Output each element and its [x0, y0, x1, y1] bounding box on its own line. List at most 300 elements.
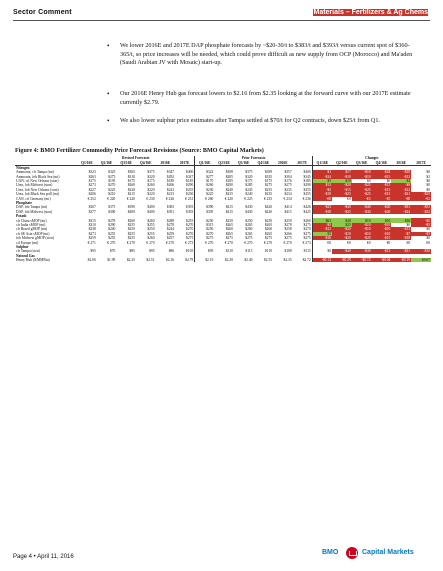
table-change-cell: $25 — [332, 223, 352, 227]
table-cell: $420 — [264, 209, 273, 214]
table-cell: $2.51 — [146, 258, 155, 263]
table-cell: $278 — [166, 223, 175, 227]
table-change-cell: -$15 — [332, 188, 352, 192]
table-cell: $235 — [225, 192, 233, 197]
table-cell: $227 — [88, 187, 96, 192]
table-cell: $175 — [147, 179, 155, 184]
table-change-cell: -$10 — [372, 227, 392, 231]
table-cell: $220 — [127, 187, 135, 192]
bmo-logo — [322, 547, 432, 561]
table-change-cell: -$30 — [352, 249, 372, 253]
table-cell: $367 — [88, 205, 96, 210]
table-cell: $377 — [88, 209, 96, 214]
table-cell: $315 — [88, 218, 96, 223]
table-cell: $240 — [245, 192, 253, 197]
table-cell: $288 — [166, 218, 175, 223]
table-cell: $175 — [264, 179, 273, 184]
table-change-cell: $3 — [312, 232, 332, 236]
table-change-cell: -$15 — [372, 175, 392, 179]
table-cell: $285 — [225, 174, 233, 179]
table-change-cell: -$20 — [372, 205, 392, 209]
table-cell: $383 — [166, 205, 175, 210]
table-cell: $235 — [264, 187, 273, 192]
table-cell: $115 — [303, 249, 311, 254]
table-cell: $430 — [245, 209, 253, 214]
table-cell: € 220 — [107, 196, 116, 201]
table-change-cell: -$33 — [411, 205, 431, 209]
table-section-label: Sulphur — [16, 244, 29, 249]
table-group-header: Prior Forecasts — [195, 156, 312, 160]
table-cell: € 270 — [195, 240, 215, 244]
table-change-cell: -$15 — [372, 188, 392, 192]
table-cell: $270 — [303, 227, 311, 232]
table-cell: € 220 — [224, 196, 233, 201]
table-change-cell: -$25 — [332, 192, 352, 196]
table-cell: $275 — [303, 236, 311, 241]
table-cell: $391 — [166, 209, 175, 214]
table-group-header: Revised Forecasts — [122, 156, 150, 161]
table-cell: $390 — [108, 209, 116, 214]
table-cell: $235 — [264, 192, 273, 197]
table-change-cell: -$23 — [312, 205, 332, 209]
table-cell: $263 — [88, 174, 96, 179]
table-cell: $176 — [284, 179, 292, 184]
table-change-cell: $0 — [411, 183, 431, 187]
table-change-cell: -€8 — [391, 197, 411, 201]
table-change-cell: $4 — [391, 179, 411, 183]
bullet-text: We also lower sulphur price estimates after Tampa settled at $70/t for Q2 contracts, down $25/t from Q1. — [120, 117, 380, 124]
table-cell: $245 — [245, 187, 253, 192]
table-cell: $2.72 — [302, 258, 311, 263]
table-change-cell: -€5 — [411, 197, 431, 201]
table-cell: $399 — [264, 170, 273, 175]
table-cell: $414 — [284, 205, 292, 210]
table-cell: $175 — [88, 179, 96, 184]
table-cell: $213 — [166, 192, 175, 197]
table-cell: $365 — [127, 170, 135, 175]
table-cell: € 270 — [224, 240, 233, 245]
table-change-cell: $0 — [411, 170, 431, 174]
table-cell: $400 — [186, 170, 194, 175]
table-change-cell: $0 — [411, 236, 431, 240]
table-change-cell: $0 — [391, 223, 411, 227]
table-cell: $325 — [108, 170, 116, 175]
table-cell: $255 — [108, 231, 116, 236]
table-cell: $390 — [127, 205, 135, 210]
table-cell: € 230 — [146, 196, 155, 201]
table-cell: $266 — [166, 183, 175, 188]
header-rule — [13, 20, 430, 21]
table-change-cell: -$24 — [372, 170, 392, 174]
table-cell: $393 — [186, 209, 194, 214]
table-column-header: 2016E — [273, 160, 293, 165]
table-cell: $250 — [245, 218, 253, 223]
table-cell: $2.06 — [87, 258, 96, 263]
table-column-header: Q4/16E — [253, 160, 273, 165]
table-cell: $255 — [127, 223, 135, 227]
table-cell: $260 — [147, 183, 155, 188]
table-cell: $259 — [88, 236, 96, 241]
table-change-cell: $0 — [411, 227, 431, 231]
table-cell: $260 — [147, 236, 155, 241]
table-change-cell: -$10 — [332, 232, 352, 236]
table-change-cell: -$16 — [312, 236, 332, 240]
table-cell: $278 — [284, 223, 292, 227]
table-cell: $415 — [284, 209, 292, 214]
table-cell: $250 — [284, 218, 292, 223]
table-cell: $275 — [186, 236, 194, 241]
table-change-cell: -$20 — [332, 227, 352, 231]
page-header — [0, 0, 443, 24]
table-change-cell: $0 — [411, 188, 431, 192]
table-change-cell: -$32 — [411, 210, 431, 214]
table-change-cell: €0 — [332, 240, 352, 244]
table-cell: $86 — [168, 249, 175, 254]
table-change-cell: -$40 — [332, 205, 352, 209]
table-cell: $322 — [195, 170, 215, 174]
table-cell: $275 — [245, 236, 253, 241]
table-cell: $250 — [127, 227, 135, 232]
table-change-cell: $1 — [312, 170, 332, 174]
table-cell: $285 — [245, 183, 253, 188]
table-cell: $426 — [303, 205, 311, 210]
table-change-cell: -$10 — [372, 232, 392, 236]
table-cell: $257 — [166, 236, 175, 241]
table-change-cell: -$5 — [411, 232, 431, 236]
table-cell: $2.16 — [165, 258, 175, 263]
table-change-cell: -$10 — [411, 249, 431, 253]
table-row-label: cfr Tampa (ston) — [16, 249, 40, 254]
table-column-header: Q2/16E — [214, 160, 234, 165]
sector-title: Materials – Fertilizers & Ag Chems — [313, 9, 428, 16]
table-cell: $275 — [108, 174, 116, 179]
table-cell: $2.40 — [244, 258, 253, 263]
table-cell: $390 — [195, 205, 215, 209]
table-cell: $260 — [127, 218, 135, 223]
table-cell: $255 — [147, 231, 155, 236]
table-cell: $260 — [127, 183, 135, 188]
table-cell: $85 — [129, 249, 135, 254]
table-cell: $335 — [264, 174, 273, 179]
table-cell: $210 — [108, 192, 116, 197]
table-cell: $234 — [284, 192, 292, 197]
section-label: Sector Comment — [13, 9, 72, 16]
table-change-cell: -$10 — [352, 223, 372, 227]
table-change-cell: -$10 — [391, 170, 411, 174]
table-cell: $308 — [225, 170, 233, 175]
table-cell: $310 — [127, 174, 135, 179]
table-cell: $70 — [109, 249, 116, 254]
table-change-cell: $10 — [332, 179, 352, 183]
table-section-label: Natural Gas — [16, 253, 35, 258]
table-cell: $225 — [195, 192, 215, 196]
table-change-cell: -$14 — [312, 175, 332, 179]
table-cell: $260 — [245, 227, 253, 232]
table-cell: $375 — [108, 205, 116, 210]
table-cell: $275 — [303, 231, 311, 236]
table-section-label: Phosphate — [16, 201, 32, 206]
table-change-cell: -$12 — [391, 175, 411, 179]
table-cell: $425 — [303, 209, 311, 214]
table-cell: $260 — [147, 218, 155, 223]
table-cell: $250 — [195, 218, 215, 222]
bullet-icon: • — [107, 42, 110, 50]
table-change-cell: $13 — [312, 183, 332, 187]
table-cell: $320 — [147, 174, 155, 179]
table-cell: $275 — [264, 236, 273, 241]
table-row-label: Ammonia, fob Black Sea (mt) — [16, 174, 60, 179]
table-change-cell: $17 — [332, 170, 352, 174]
table-cell: $265 — [245, 223, 253, 227]
table-cell: $238 — [88, 227, 96, 232]
table-row-label: Henry Hub ($/MMBtu) — [16, 258, 50, 263]
table-cell: $255 — [186, 187, 194, 192]
table-change-cell: $0 — [411, 179, 431, 183]
table-cell: $415 — [225, 209, 233, 214]
table-change-cell: -$0.19 — [391, 258, 411, 262]
bullet-item — [107, 42, 420, 68]
table-change-cell: -$10 — [352, 232, 372, 236]
table-cell: $273 — [88, 183, 96, 188]
table-cell: $375 — [147, 170, 155, 175]
table-cell: $400 — [147, 205, 155, 210]
table-cell: $304 — [284, 174, 292, 179]
table-change-cell: -$0.29 — [332, 258, 352, 262]
table-column-header: Q2/16E — [97, 160, 117, 165]
table-cell: $260 — [264, 227, 273, 232]
table-row-label: cfr Brazil gMOP (mt) — [16, 227, 48, 232]
table-change-cell: -$10 — [352, 170, 372, 174]
table-cell: $250 — [147, 227, 155, 232]
price-forecast-table — [15, 156, 431, 262]
table-cell: $250 — [225, 218, 233, 223]
table-change-cell: -$10 — [352, 175, 372, 179]
table-change-cell: $0.07 — [411, 258, 431, 262]
table-column-header: 2017E — [175, 160, 195, 165]
table-cell: € 225 — [244, 196, 253, 201]
table-change-cell: -$3 — [312, 188, 332, 192]
table-change-cell: -$19 — [312, 192, 332, 196]
table-column-header: Q3/16E — [352, 160, 372, 165]
table-cell: $175 — [245, 179, 253, 184]
table-column-header: 2017E — [411, 160, 431, 165]
table-cell: $277 — [195, 175, 215, 179]
table-cell: $220 — [147, 192, 155, 197]
table-cell: $265 — [225, 231, 233, 236]
table-cell: $255 — [127, 231, 135, 236]
table-cell: $275 — [264, 183, 273, 188]
table-row-label: DAP, fob Midwest (ston) — [16, 209, 53, 214]
table-cell: $95 — [149, 249, 155, 254]
table-change-cell: -$18 — [391, 236, 411, 240]
table-cell: $400 — [147, 209, 155, 214]
table-cell: $2.35 — [283, 258, 292, 263]
table-change-cell: €0 — [372, 240, 392, 244]
table-change-cell: -$12 — [391, 188, 411, 192]
table-change-cell: -$12 — [312, 227, 332, 231]
table-change-cell: -$5 — [411, 223, 431, 227]
table-cell: € 273 — [302, 240, 311, 245]
table-change-cell: $0 — [312, 249, 332, 253]
bullet-icon: • — [107, 90, 110, 98]
table-cell: $240 — [225, 187, 233, 192]
table-row-label: Urea, fob New Orleans (ston) — [16, 187, 59, 192]
table-change-cell: -$15 — [372, 183, 392, 187]
table-change-cell: -$7 — [391, 232, 411, 236]
table-row-label: Urea, fob Black Sea prill (mt) — [16, 192, 59, 197]
table-change-cell: -$20 — [372, 210, 392, 214]
table-cell: $260 — [303, 218, 311, 223]
table-cell: $265 — [264, 223, 273, 227]
table-cell: € 231 — [185, 196, 194, 201]
table-cell: $259 — [166, 231, 175, 236]
table-section-label: Nitrogen — [16, 165, 30, 170]
table-change-cell: -$25 — [411, 192, 431, 196]
table-cell: $115 — [245, 249, 253, 254]
table-change-cell: -$13 — [391, 227, 411, 231]
table-cell: $347 — [166, 170, 175, 175]
table-change-cell: -$15 — [372, 249, 392, 253]
table-change-cell: -$25 — [352, 183, 372, 187]
bullet-text: We lower 2016E and 2017E DAP phosphate forecasts by ~$20-30/t to $383/t and $393/t versus current spot of $360-365/t, so price increases will be needed, which could prove difficult as new supply from OCP (Morocco) and Ma'aden (Saudi Arabian JV with Mosaic) start-up. — [120, 42, 413, 67]
table-cell: $290 — [303, 183, 311, 188]
table-cell: € 252 — [87, 196, 96, 201]
table-cell: $230 — [186, 192, 194, 197]
table-change-cell: -$24 — [391, 210, 411, 214]
table-change-cell: -$15 — [372, 192, 392, 196]
table-cell: $345 — [303, 174, 311, 179]
table-row-label: DAP, fob Tampa (mt) — [16, 205, 48, 210]
table-cell: $375 — [245, 170, 253, 175]
table-change-cell: -$10 — [372, 223, 392, 227]
table-column-header: Q3/16E — [234, 160, 254, 165]
table-change-cell: -$10 — [332, 175, 352, 179]
table-cell: $278 — [108, 218, 116, 223]
table-cell: $255 — [147, 223, 155, 227]
table-cell: $255 — [303, 187, 311, 192]
table-cell: € 270 — [107, 240, 116, 245]
table-cell: $185 — [186, 179, 194, 184]
table-change-cell: -$20 — [332, 183, 352, 187]
table-cell: $110 — [225, 249, 233, 254]
table-change-cell: $5 — [312, 179, 332, 183]
table-change-cell: -$15 — [372, 236, 392, 240]
table-cell: $395 — [195, 210, 215, 214]
table-cell: $265 — [264, 231, 273, 236]
table-cell: $175 — [127, 179, 135, 184]
table-cell: $2.25 — [126, 258, 135, 263]
bullet-text: Our 2016E Henry Hub gas forecast lowers to $2.16 from $2.35 looking at the forward curve with our 2017E estimate currently $2.79. — [120, 90, 411, 106]
table-cell: $195 — [108, 179, 116, 184]
table-cell: $290 — [108, 223, 116, 227]
table-column-header: Q4/16E — [372, 160, 392, 165]
table-cell: $265 — [245, 231, 253, 236]
table-cell: € 270 — [165, 240, 175, 245]
table-change-cell: -$40 — [352, 205, 372, 209]
table-change-cell: -$0.15 — [352, 258, 372, 262]
table-cell: $275 — [284, 183, 292, 188]
table-cell: $260 — [195, 183, 215, 187]
table-cell: € 226 — [165, 196, 175, 201]
table-cell: $400 — [303, 170, 311, 175]
table-cell: $292 — [166, 174, 175, 179]
table-cell: $240 — [108, 227, 116, 232]
table-cell: € 270 — [126, 240, 135, 245]
table-cell: $206 — [88, 192, 96, 197]
table-row — [15, 258, 431, 262]
table-cell: $2.79 — [185, 258, 194, 263]
table-cell: $266 — [284, 231, 292, 236]
table-change-cell: -$5 — [411, 218, 431, 222]
table-cell: $223 — [166, 187, 175, 192]
table-column-header: Q3/16E — [116, 160, 136, 165]
table-change-cell: $38 — [391, 218, 411, 222]
table-row-label: CAN, cif Germany (mt) — [16, 196, 51, 201]
table-change-cell: -€5 — [372, 197, 392, 201]
table-cell: $290 — [186, 183, 194, 188]
table-cell: $415 — [225, 205, 233, 210]
table-cell: $185 — [303, 179, 311, 184]
table-change-cell: -$0.13 — [312, 258, 332, 262]
table-cell: $95 — [90, 249, 96, 254]
table-cell: $275 — [195, 236, 215, 240]
table-row-label: cif Europe (mt) — [16, 240, 39, 245]
table-cell: $315 — [195, 223, 215, 227]
table-change-cell: €0 — [352, 240, 372, 244]
table-cell: $275 — [225, 236, 233, 241]
table-change-cell: -$10 — [352, 227, 372, 231]
table-cell: € 270 — [283, 240, 292, 245]
table-cell: $244 — [166, 227, 175, 232]
table-cell: $320 — [245, 174, 253, 179]
table-cell: $393 — [186, 205, 194, 210]
table-cell: € 270 — [263, 240, 273, 245]
table-column-header: 2016E — [156, 160, 176, 165]
table-cell: $255 — [303, 192, 311, 197]
table-row-label: UAN, cif New Orleans (ston) — [16, 179, 59, 184]
table-group-header: Changes — [312, 156, 431, 160]
bmo-roundel-icon — [346, 547, 358, 559]
bullet-item — [107, 117, 420, 126]
table-row-label: cfr China sMOP (mt) — [16, 218, 47, 223]
table-row-label: fob Midwest gMOP (ston) — [16, 236, 54, 241]
table-row-label: cfr SE Asia sMOP (mt) — [16, 231, 50, 236]
table-change-cell: €0 — [312, 240, 332, 244]
table-cell: $310 — [88, 223, 96, 227]
table-cell: € 235 — [263, 196, 273, 201]
table-cell: $95 — [195, 249, 215, 253]
table-cell: $258 — [284, 227, 292, 232]
table-cell: $347 — [186, 174, 194, 179]
table-cell: $220 — [147, 187, 155, 192]
table-cell: $250 — [264, 218, 273, 223]
table-cell: € 271 — [87, 240, 96, 245]
table-change-cell: $10 — [352, 218, 372, 222]
table-change-cell: -$21 — [391, 249, 411, 253]
table-change-cell: -$20 — [332, 236, 352, 240]
table-cell: $225 — [108, 187, 116, 192]
table-cell: $275 — [303, 223, 311, 227]
table-cell: € 273 — [185, 240, 194, 245]
table-cell: € 260 — [195, 197, 215, 201]
table-cell: $270 — [186, 231, 194, 236]
table-change-cell: -$9 — [391, 183, 411, 187]
table-change-cell: $10 — [372, 218, 392, 222]
table-cell: $270 — [186, 227, 194, 232]
table-change-cell: $2 — [411, 175, 431, 179]
table-cell: $270 — [195, 232, 215, 236]
table-cell: $108 — [284, 249, 292, 254]
